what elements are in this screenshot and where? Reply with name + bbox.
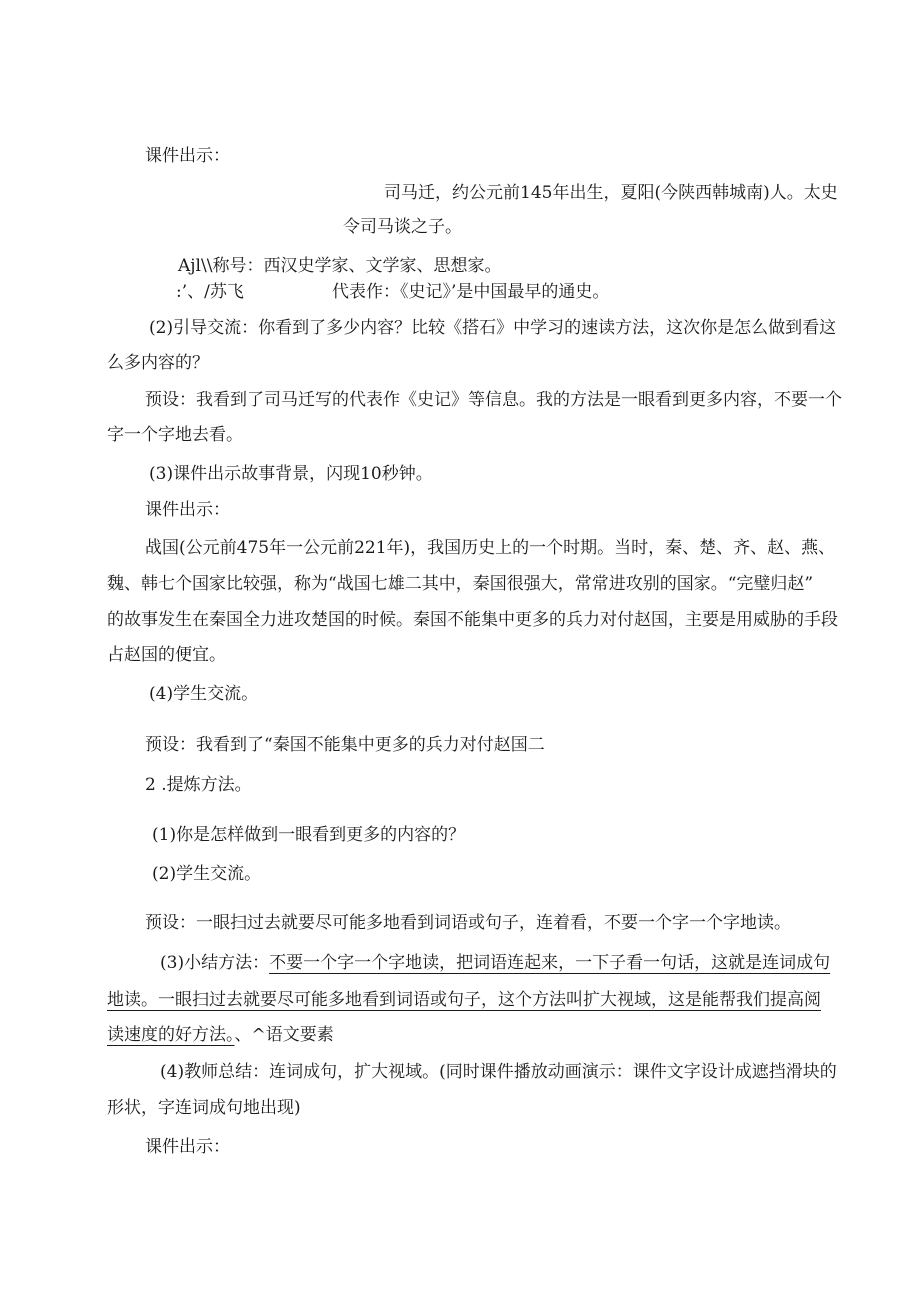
preset-2: 预设：我看到了“秦国不能集中更多的兵力对付赵国二 xyxy=(145,735,545,755)
summary-prefix: (3)小结方法： xyxy=(160,953,270,973)
preset-1-line-1: 预设：我看到了司马迁写的代表作《史记》等信息。我的方法是一眼看到更多内容，不要一个 xyxy=(145,390,842,410)
summary-underlined-2: 地读。一眼扫过去就要尽可能多地看到词语或句子，这个方法叫扩大视域，这是能帮我们提高阅 xyxy=(107,990,821,1010)
summary-underlined-1: 不要一个字一个字地读，把词语连起来，一下子看一句话，这就是连词成句 xyxy=(269,953,831,973)
background-line-2: 魏、韩七个国家比较强，称为“战国七雄二其中，秦国很强大，常常进攻别的国家。“完璧归赵” xyxy=(107,574,814,594)
step-3: (3)课件出示故事背景，闪现10秒钟。 xyxy=(149,464,433,484)
bio-line-2: 令司马谈之子。 xyxy=(343,217,462,237)
summary-underlined-3: 读速度的好方法。 xyxy=(107,1025,235,1045)
courseware-label: 课件出示： xyxy=(145,500,230,520)
teacher-summary-line-2: 形状，字连词成句地出现) xyxy=(107,1098,301,1118)
background-line-3: 的故事发生在秦国全力进攻楚国的时候。秦国不能集中更多的兵力对付赵国，主要是用威胁的手段 xyxy=(107,610,838,630)
preset-1-line-2: 字一个字地去看。 xyxy=(107,425,243,445)
bio-title-line: Ajl\\称号：西汉史学家、文学家、思想家。 xyxy=(178,256,502,276)
courseware-label: 课件出示： xyxy=(145,146,230,166)
step-2-line-2: 么多内容的？ xyxy=(107,353,209,373)
step-4: (4)学生交流。 xyxy=(149,684,259,704)
bio-works-prefix: :’、/苏飞 xyxy=(176,282,244,302)
method-2: (2)学生交流。 xyxy=(152,864,262,884)
courseware-label: 课件出示： xyxy=(145,1137,230,1157)
background-line-1: 战国(公元前475年一公元前221年)，我国历史上的一个时期。当时，秦、楚、齐、赵、燕、 xyxy=(145,538,836,558)
summary-tail: 、^语文要素 xyxy=(234,1025,334,1045)
background-line-4: 占赵国的便宜。 xyxy=(107,645,226,665)
section-2-heading: 2 .提炼方法。 xyxy=(145,775,252,795)
bio-works-line: 代表作：《史记》’是中国最早的通史。 xyxy=(332,282,610,302)
summary-line-1 xyxy=(160,955,830,972)
teacher-summary-line-1: (4)教师总结：连词成句，扩大视域。(同时课件播放动画演示：课件文字设计成遮挡滑块的 xyxy=(160,1062,837,1082)
step-2-line-1: (2)引导交流：你看到了多少内容？比较《搭石》中学习的速读方法，这次你是怎么做到看这 xyxy=(149,318,837,338)
bio-line-1: 司马迁，约公元前145年出生，夏阳(今陕西韩城南)人。太史 xyxy=(384,183,838,203)
method-1: (1)你是怎样做到一眼看到更多的内容的？ xyxy=(152,825,466,845)
preset-3: 预设：一眼扫过去就要尽可能多地看到词语或句子，连着看，不要一个字一个字地读。 xyxy=(145,913,791,933)
summary-line-3 xyxy=(107,1027,334,1044)
